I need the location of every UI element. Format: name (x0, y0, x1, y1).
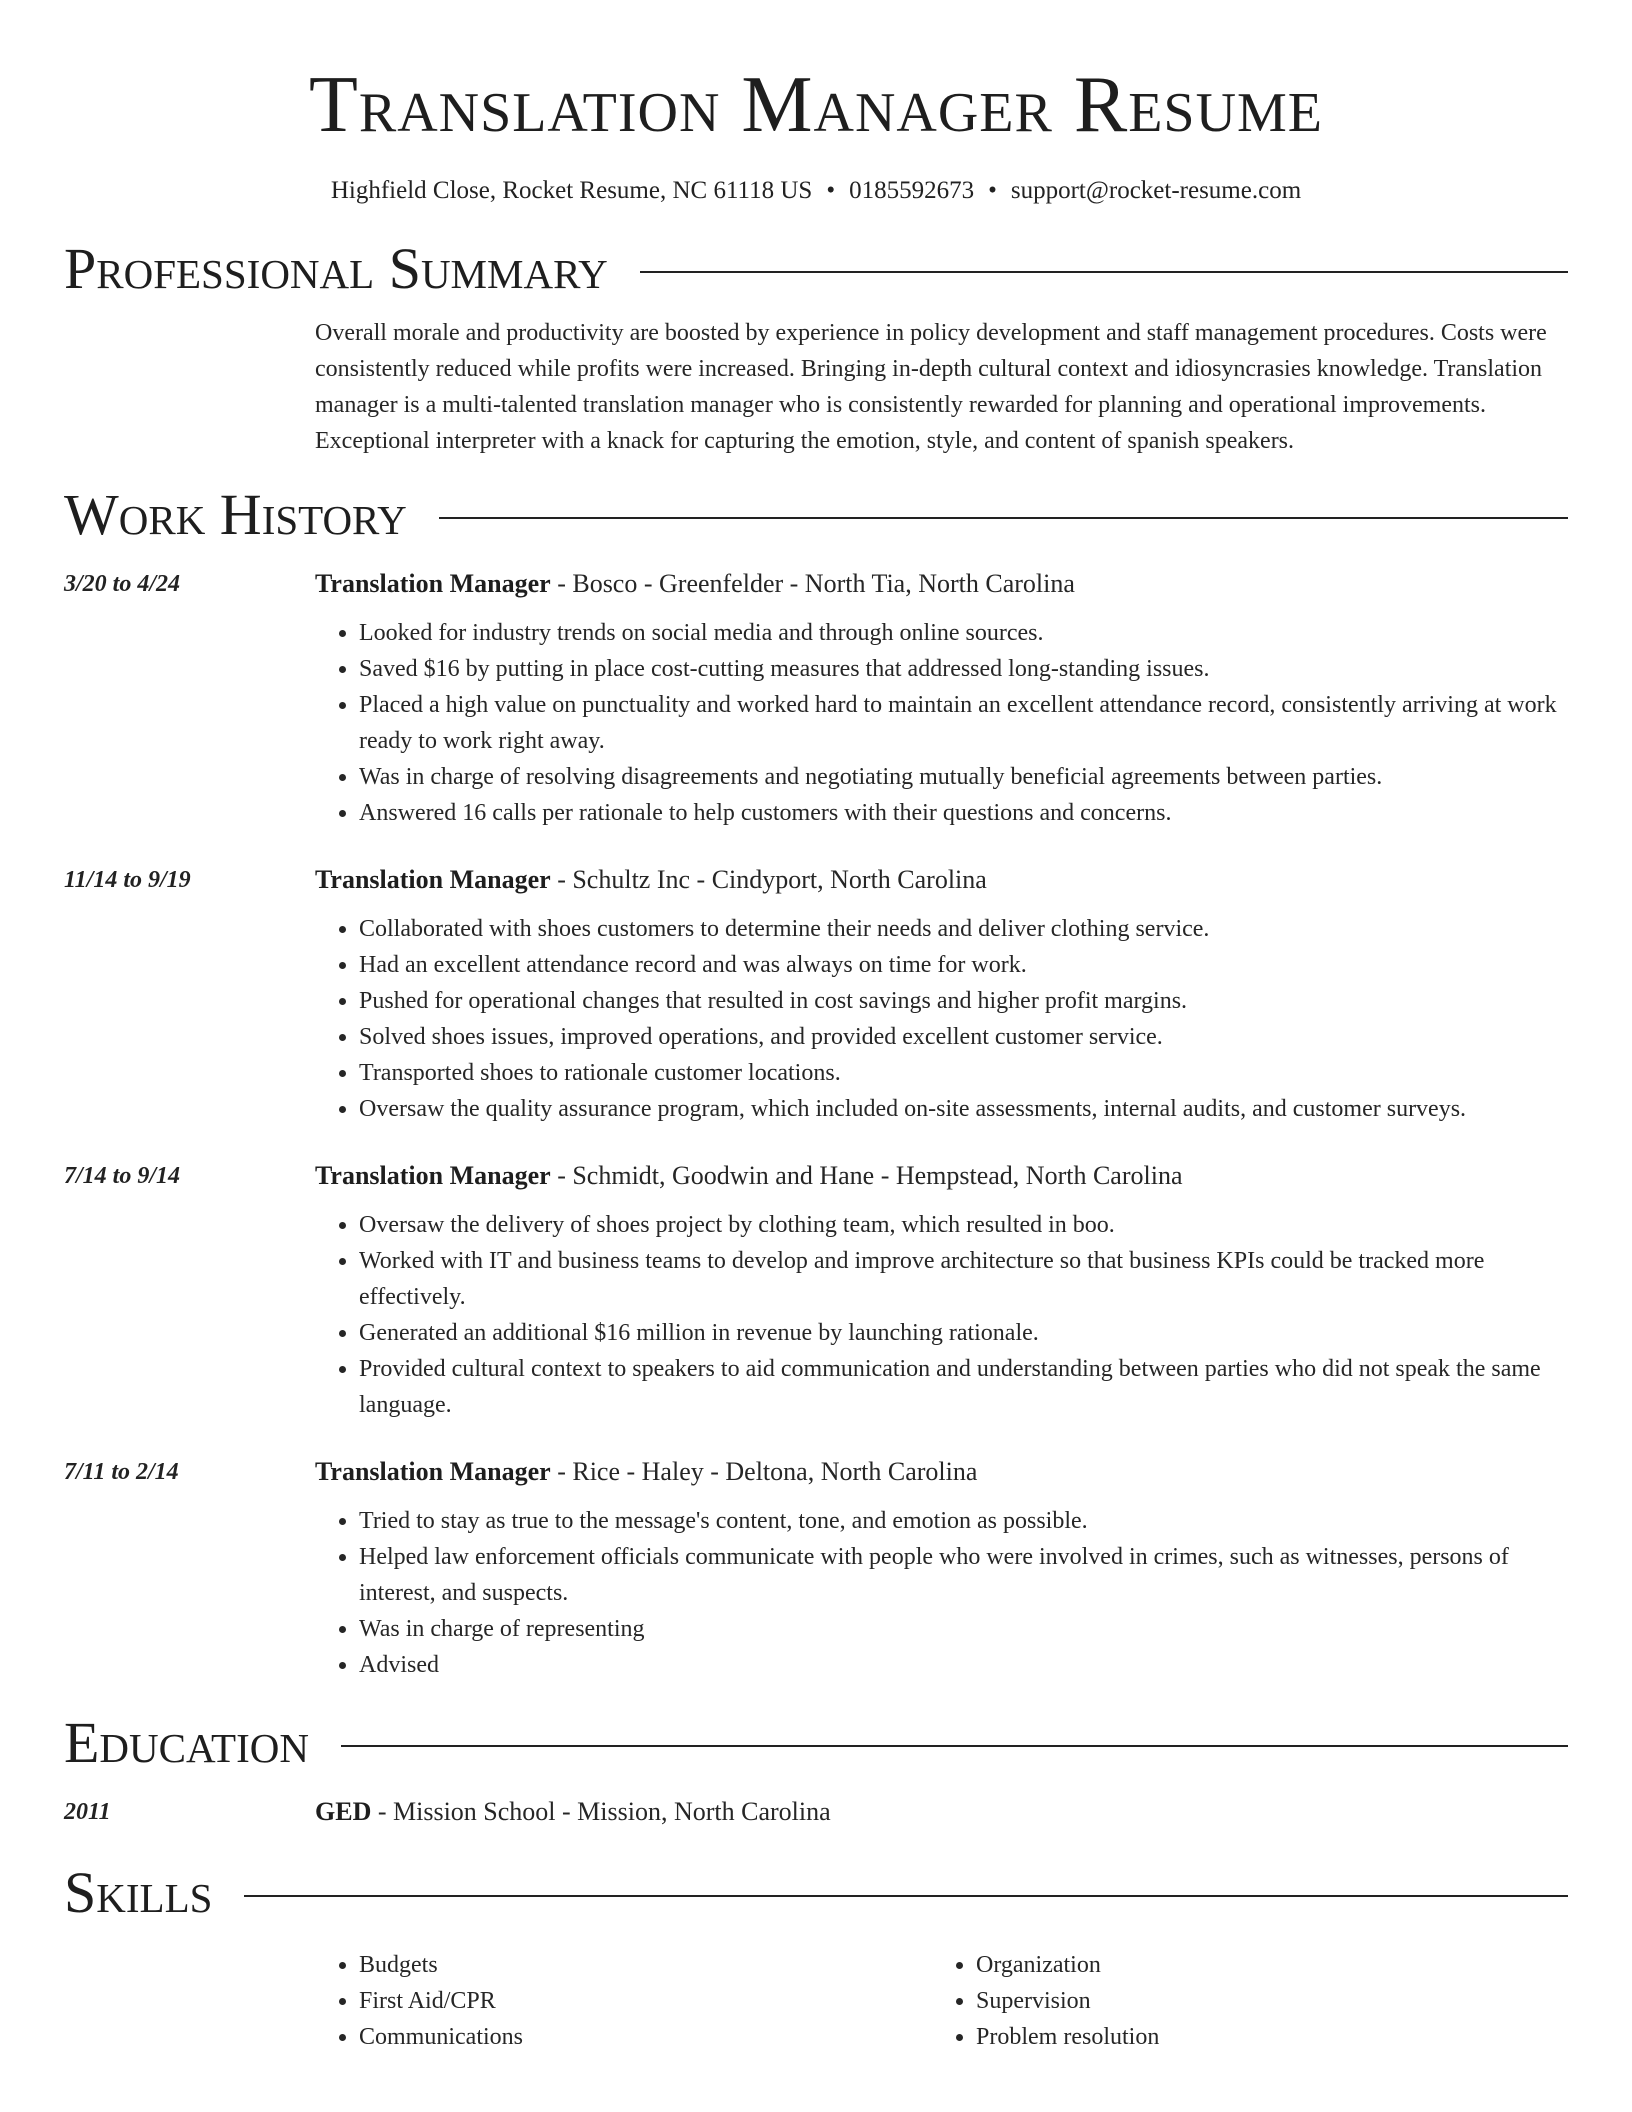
education-body (315, 1795, 1568, 1829)
contact-phone: 0185592673 (849, 177, 975, 204)
job-details: - Bosco - Greenfelder - North Tia, North Carolina (550, 569, 1075, 598)
job-header (315, 1159, 1568, 1193)
job-body (315, 863, 1568, 1127)
resume-title: Translation Manager Resume (308, 61, 1324, 149)
summary-text: Overall morale and productivity are boosted by experience in policy development and staff management procedures. Costs were consistently reduced while profits were increased. Bringing in-depth cultural context and idiosyncrasies knowledge. Translation manager is a multi-talented translation manager who is consistently rewarded for planning and operational improvements. Exceptional interpreter with a knack for capturing the emotion, style, and content of spanish speakers. (315, 320, 1547, 454)
job-title: Translation Manager (315, 1457, 551, 1486)
section-divider (640, 271, 1568, 273)
resume-page (64, 0, 1568, 2055)
work-heading: Work History (64, 482, 407, 547)
job-title: Translation Manager (315, 865, 551, 894)
job-bullet: • Was in charge of resolving disagreements and negotiating mutually beneficial agreements between parties. (359, 759, 1568, 795)
skill-item: • First Aid/CPR (359, 1983, 932, 2019)
job-bullets (315, 1503, 1568, 1683)
skills-list (315, 1947, 1568, 2055)
job-bullet: • Answered 16 calls per rationale to help customers with their questions and concerns. (359, 795, 1568, 831)
job-bullet: • Looked for industry trends on social media and through online sources. (359, 615, 1568, 651)
job-bullet: • Had an excellent attendance record and was always on time for work. (359, 947, 1568, 983)
section-divider (244, 1895, 1568, 1897)
education-details: - Mission School - Mission, North Carolina (371, 1797, 831, 1826)
job-header (315, 1455, 1568, 1489)
section-divider (341, 1745, 1568, 1747)
job-header (315, 863, 1568, 897)
education-header (315, 1795, 1568, 1829)
job-bullets (315, 1207, 1568, 1423)
skill-item: • Problem resolution (976, 2019, 1549, 2055)
education-heading: Education (64, 1710, 309, 1775)
job-header (315, 567, 1568, 601)
job-bullet: • Collaborated with shoes customers to determine their needs and deliver clothing service. (359, 911, 1568, 947)
job-bullet: • Placed a high value on punctuality and worked hard to maintain an excellent attendance record, consistently arriving at work ready to work right away. (359, 687, 1568, 759)
job-title: Translation Manager (315, 1161, 551, 1190)
skills-column-left (315, 1947, 932, 2055)
contact-separator: • (826, 177, 836, 204)
skills-section-heading (64, 1861, 1568, 1925)
job-title: Translation Manager (315, 569, 551, 598)
education-degree: GED (315, 1797, 372, 1826)
job-bullet: • Generated an additional $16 million in revenue by launching rationale. (359, 1315, 1568, 1351)
section-divider (439, 517, 1568, 519)
job-bullet: • Advised (359, 1647, 1568, 1683)
job-bullet: • Worked with IT and business teams to develop and improve architecture so that business KPIs could be tracked more effectively. (359, 1243, 1568, 1315)
job-entry (64, 1159, 1568, 1423)
job-entry (64, 1455, 1568, 1683)
education-entry (64, 1795, 1568, 1829)
job-dates: 11/14 to 9/19 (64, 867, 191, 893)
work-section-heading (64, 483, 1568, 547)
job-bullet: • Was in charge of representing (359, 1611, 1568, 1647)
summary-section-heading (64, 237, 1568, 301)
job-bullets (315, 911, 1568, 1127)
contact-address: Highfield Close, Rocket Resume, NC 61118 US (330, 177, 813, 204)
skill-item: • Organization (976, 1947, 1549, 1983)
job-bullet: • Solved shoes issues, improved operations, and provided excellent customer service. (359, 1019, 1568, 1055)
job-bullet: • Pushed for operational changes that resulted in cost savings and higher profit margins. (359, 983, 1568, 1019)
contact-email[interactable]: support@rocket-resume.com (1010, 177, 1302, 204)
skill-item: • Supervision (976, 1983, 1549, 2019)
job-body (315, 567, 1568, 831)
job-bullets (315, 615, 1568, 831)
job-details: - Schmidt, Goodwin and Hane - Hempstead, North Carolina (550, 1161, 1183, 1190)
education-year: 2011 (64, 1799, 111, 1825)
job-body (315, 1455, 1568, 1683)
skill-item: • Budgets (359, 1947, 932, 1983)
skills-column-right (932, 1947, 1549, 2055)
job-body (315, 1159, 1568, 1423)
job-bullet: • Helped law enforcement officials communicate with people who were involved in crimes, such as witnesses, persons of interest, and suspects. (359, 1539, 1568, 1611)
job-details: - Rice - Haley - Deltona, North Carolina (550, 1457, 978, 1486)
job-bullet: • Oversaw the quality assurance program, which included on-site assessments, internal audits, and customer surveys. (359, 1091, 1568, 1127)
job-entry (64, 567, 1568, 831)
job-bullet: • Transported shoes to rationale customer locations. (359, 1055, 1568, 1091)
job-dates: 3/20 to 4/24 (64, 571, 181, 597)
skill-item: • Communications (359, 2019, 932, 2055)
job-dates: 7/11 to 2/14 (64, 1459, 179, 1485)
job-bullet: • Tried to stay as true to the message's content, tone, and emotion as possible. (359, 1503, 1568, 1539)
job-dates: 7/14 to 9/14 (64, 1163, 181, 1189)
job-bullet: • Saved $16 by putting in place cost-cutting measures that addressed long-standing issues. (359, 651, 1568, 687)
job-details: - Schultz Inc - Cindyport, North Carolina (550, 865, 987, 894)
summary-heading: Professional Summary (64, 236, 608, 301)
job-bullet: • Provided cultural context to speakers to aid communication and understanding between parties who did not speak the same language. (359, 1351, 1568, 1423)
job-entry (64, 863, 1568, 1127)
education-section-heading (64, 1711, 1568, 1775)
contact-line (64, 176, 1568, 206)
contact-separator: • (988, 177, 997, 204)
skills-heading: Skills (64, 1860, 213, 1925)
job-bullet: • Oversaw the delivery of shoes project by clothing team, which resulted in boo. (359, 1207, 1568, 1243)
